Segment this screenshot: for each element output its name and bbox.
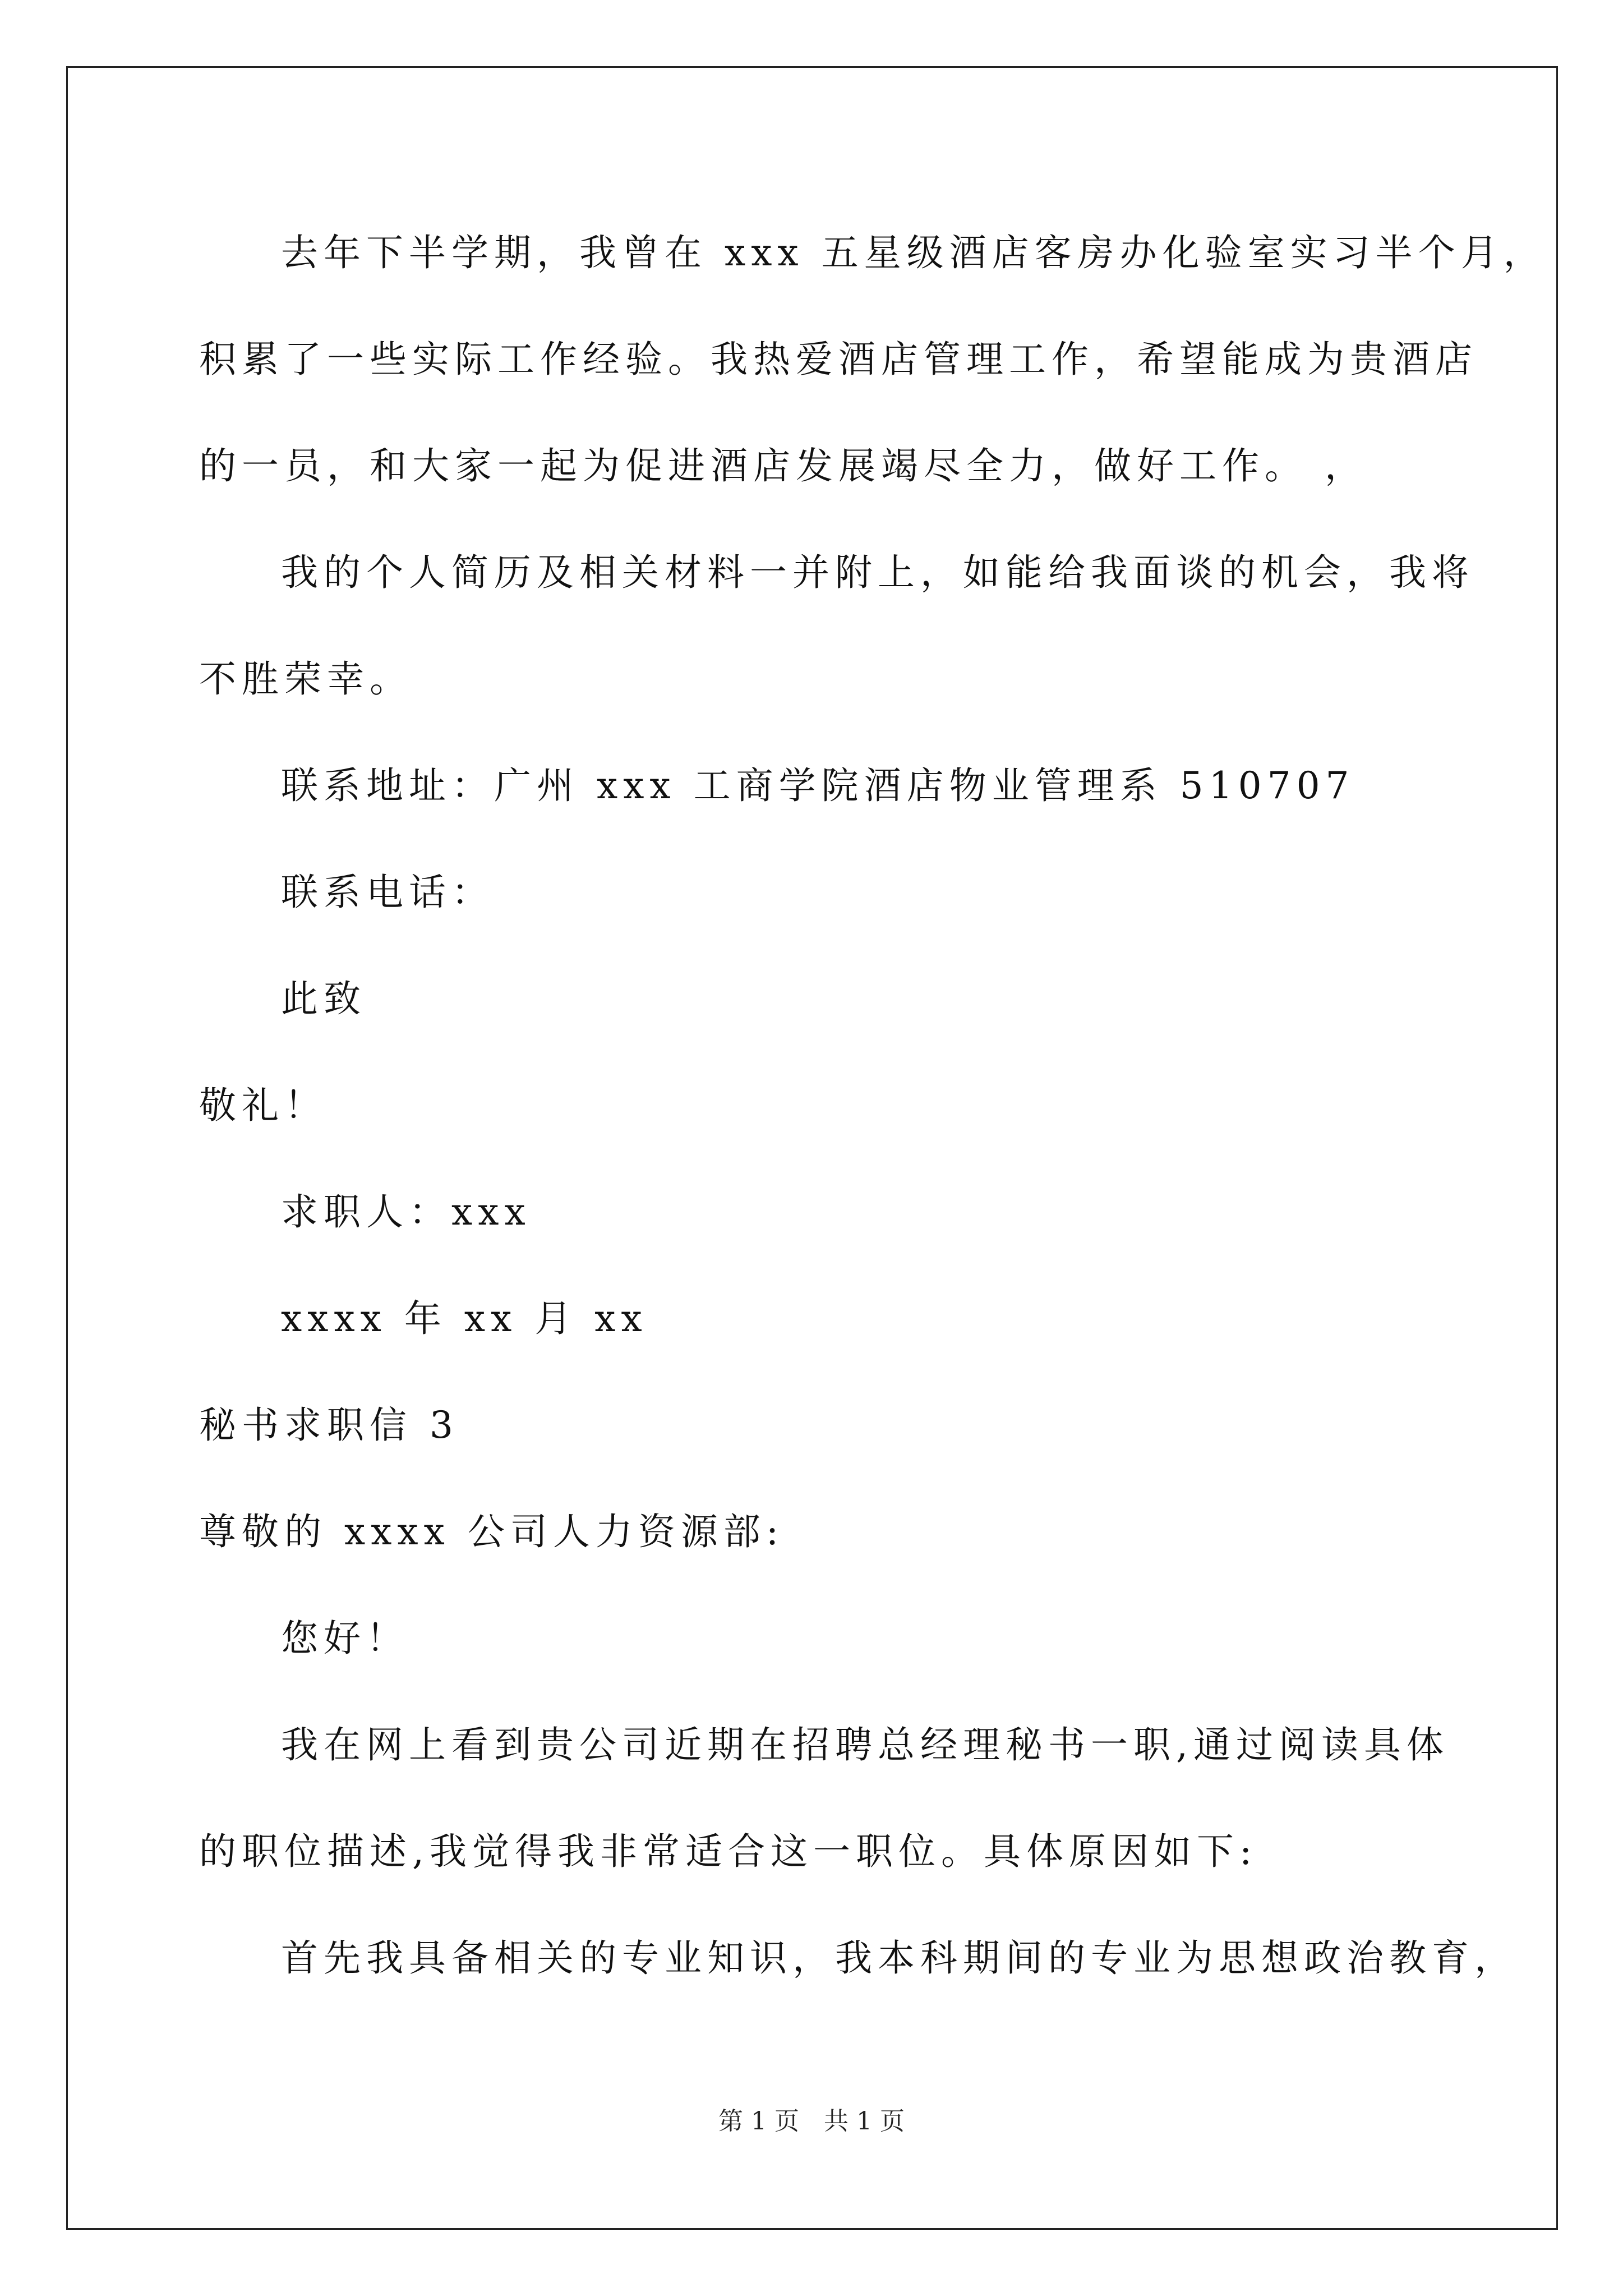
- applicant-line: 求职人：xxx: [281, 1190, 531, 1234]
- contact-phone: 联系电话：: [281, 871, 494, 914]
- closing-line: 此致: [281, 977, 366, 1020]
- contact-address: 联系地址：广州 xxx 工商学院酒店物业管理系 510707: [281, 764, 1355, 807]
- addressee-line: 尊敬的 xxxx 公司人力资源部:: [199, 1510, 785, 1553]
- paragraph-line: 不胜荣幸。: [199, 657, 412, 701]
- paragraph-line: 我的个人简历及相关材料一并附上，如能给我面谈的机会，我将: [281, 551, 1474, 594]
- section-title: 秘书求职信 3: [199, 1404, 459, 1447]
- date-line: xxxx 年 xx 月 xx: [281, 1297, 648, 1340]
- greeting-line: 您好！: [281, 1617, 409, 1660]
- paragraph-line: 我在网上看到贵公司近期在招聘总经理秘书一职,通过阅读具体: [281, 1723, 1449, 1766]
- paragraph-line: 的职位描述,我觉得我非常适合这一职位。具体原因如下:: [199, 1830, 1258, 1873]
- paragraph-line: 去年下半学期，我曾在 xxx 五星级酒店客房办化验室实习半个月，: [281, 231, 1546, 274]
- paragraph-line: 首先我具备相关的专业知识，我本科期间的专业为思想政治教育，: [281, 1936, 1517, 1980]
- paragraph-line: 积累了一些实际工作经验。我热爱酒店管理工作，希望能成为贵酒店: [199, 338, 1478, 381]
- page-border: [66, 66, 1558, 2230]
- salutation-line: 敬礼！: [199, 1084, 327, 1127]
- paragraph-line: 的一员，和大家一起为促进酒店发展竭尽全力，做好工作。 ，: [199, 444, 1367, 487]
- page-number: 第 1 页 共 1 页: [718, 2107, 905, 2136]
